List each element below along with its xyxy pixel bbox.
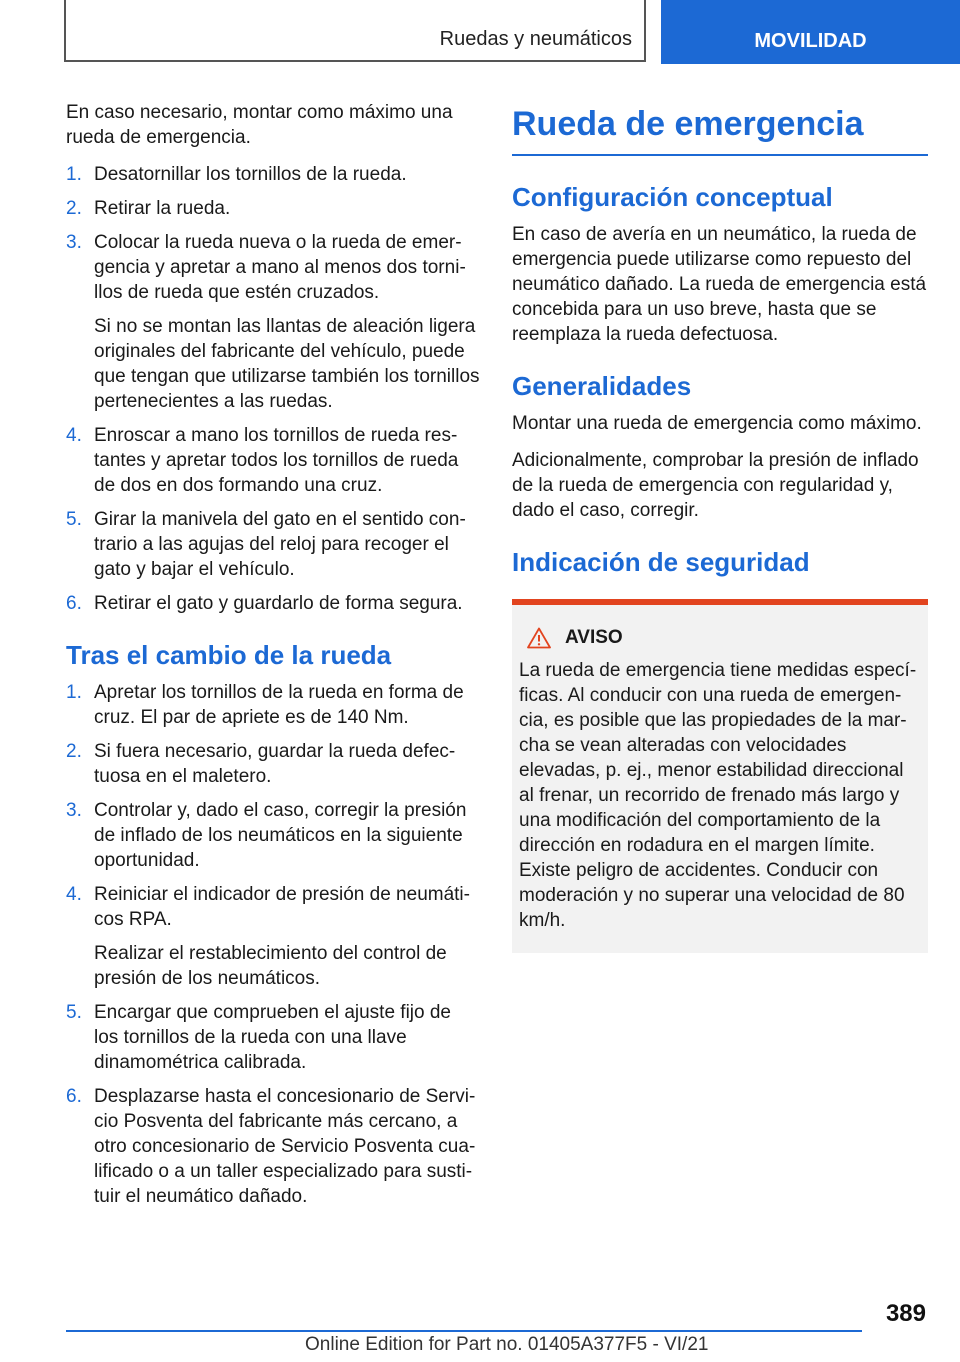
step-note: Si no se montan las llantas de aleación ligera originales del fabricante del vehículo, puede que tengan que utilizarse también los tornillos pertenecientes a las ruedas. [94, 316, 480, 412]
step-text: Reiniciar el indicador de presión de neumáticos RPA. [94, 884, 470, 930]
header-section-box [64, 0, 646, 62]
step-number: 6. [66, 1086, 82, 1107]
step-text: Girar la manivela del gato en el sentido contrario a las agujas del reloj para recoger el gato y bajar el vehículo. [94, 509, 466, 580]
page-number: 389 [885, 1300, 926, 1327]
list-item [66, 739, 480, 789]
step-number: 6. [66, 593, 82, 614]
step-text: Enroscar a mano los tornillos de rueda restantes y apretar todos los tornillos de rueda de dos en dos formando una cruz. [94, 425, 459, 496]
header-chapter-tab: MOVILIDAD [661, 0, 960, 64]
list-item [66, 196, 480, 221]
right-column [512, 100, 928, 953]
step-number: 1. [66, 682, 82, 703]
list-item [66, 798, 480, 873]
section-heading-general: Generalidades [512, 371, 692, 401]
after-change-steps [66, 680, 480, 1209]
step-note: Realizar el restablecimiento del control de presión de los neumáticos. [94, 943, 447, 989]
list-item [66, 882, 480, 991]
section-heading-safety: Indicación de seguridad [512, 547, 810, 577]
list-item [66, 1084, 480, 1209]
removal-steps [66, 162, 480, 616]
list-item [66, 507, 480, 582]
step-number: 4. [66, 425, 82, 446]
left-column [66, 100, 480, 1221]
list-item [66, 680, 480, 730]
general-paragraph-2: Adicionalmente, comprobar la presión de inflado de la rueda de emergencia con regularidad y, dado el caso, corregir. [512, 450, 919, 521]
step-text: Apretar los tornillos de la rueda en forma de cruz. El par de apriete es de 140 Nm. [94, 682, 464, 728]
general-paragraph-1: Montar una rueda de emergencia como máximo. [512, 413, 922, 434]
step-number: 2. [66, 741, 82, 762]
header-section-title: Ruedas y neumáticos [439, 28, 632, 50]
step-text: Desatornillar los tornillos de la rueda. [94, 164, 407, 185]
section-heading-concept: Configuración conceptual [512, 182, 833, 212]
section-heading-after-change: Tras el cambio de la rueda [66, 640, 392, 670]
step-number: 2. [66, 198, 82, 219]
list-item [66, 591, 480, 616]
list-item [66, 230, 480, 414]
step-number: 4. [66, 884, 82, 905]
warning-triangle-icon [527, 627, 551, 649]
step-text: Controlar y, dado el caso, corregir la presión de inflado de los neumáticos en la siguiente oportunidad. [94, 800, 467, 871]
step-number: 3. [66, 800, 82, 821]
step-text: Si fuera necesario, guardar la rueda defectuosa en el maletero. [94, 741, 456, 787]
warning-header [527, 625, 922, 650]
step-number: 5. [66, 1002, 82, 1023]
list-item [66, 162, 480, 187]
warning-box [512, 599, 928, 953]
step-text: Retirar la rueda. [94, 198, 231, 219]
step-text: Encargar que comprueben el ajuste fijo de los tornillos de la rueda con una llave dinamométrica calibrada. [94, 1002, 452, 1073]
list-item [66, 1000, 480, 1075]
list-item [66, 423, 480, 498]
page-title: Rueda de emergencia [512, 104, 928, 156]
warning-label: AVISO [565, 627, 623, 648]
step-number: 1. [66, 164, 82, 185]
step-number: 5. [66, 509, 82, 530]
warning-text: La rueda de emergencia tiene medidas específicas. Al conducir con una rueda de emergencia, es posible que las propiedades de la marcha se vean alteradas con velocidades elevadas, p. ej., menor estabilidad direccional al frenar, un recorrido de frenado más largo y una modificación del comportamiento de la dirección en rodadura en el margen límite. Existe peligro de accidentes. Conducir con moderación y no superar una velocidad de 80 km/h. [519, 660, 917, 931]
intro-paragraph: En caso necesario, montar como máximo una rueda de emergencia. [66, 102, 453, 148]
edition-footer: Online Edition for Part no. 01405A377F5 - VI/21 [305, 1334, 709, 1355]
footer-divider [66, 1330, 862, 1332]
step-number: 3. [66, 232, 82, 253]
step-text: Desplazarse hasta el concesionario de Servicio Posventa del fabricante más cercano, a otro concesionario de Servicio Posventa cualificado o a un taller especializado para sustituir el neumático dañado. [94, 1086, 476, 1207]
step-text: Retirar el gato y guardarlo de forma segura. [94, 593, 463, 614]
concept-paragraph: En caso de avería en un neumático, la rueda de emergencia puede utilizarse como repuesto del neumático dañado. La rueda de emergencia está concebida para un uso breve, hasta que se reemplaza la rueda defectuosa. [512, 224, 927, 345]
step-text: Colocar la rueda nueva o la rueda de emergencia y apretar a mano al menos dos tornillos de rueda que estén cruzados. [94, 232, 466, 303]
